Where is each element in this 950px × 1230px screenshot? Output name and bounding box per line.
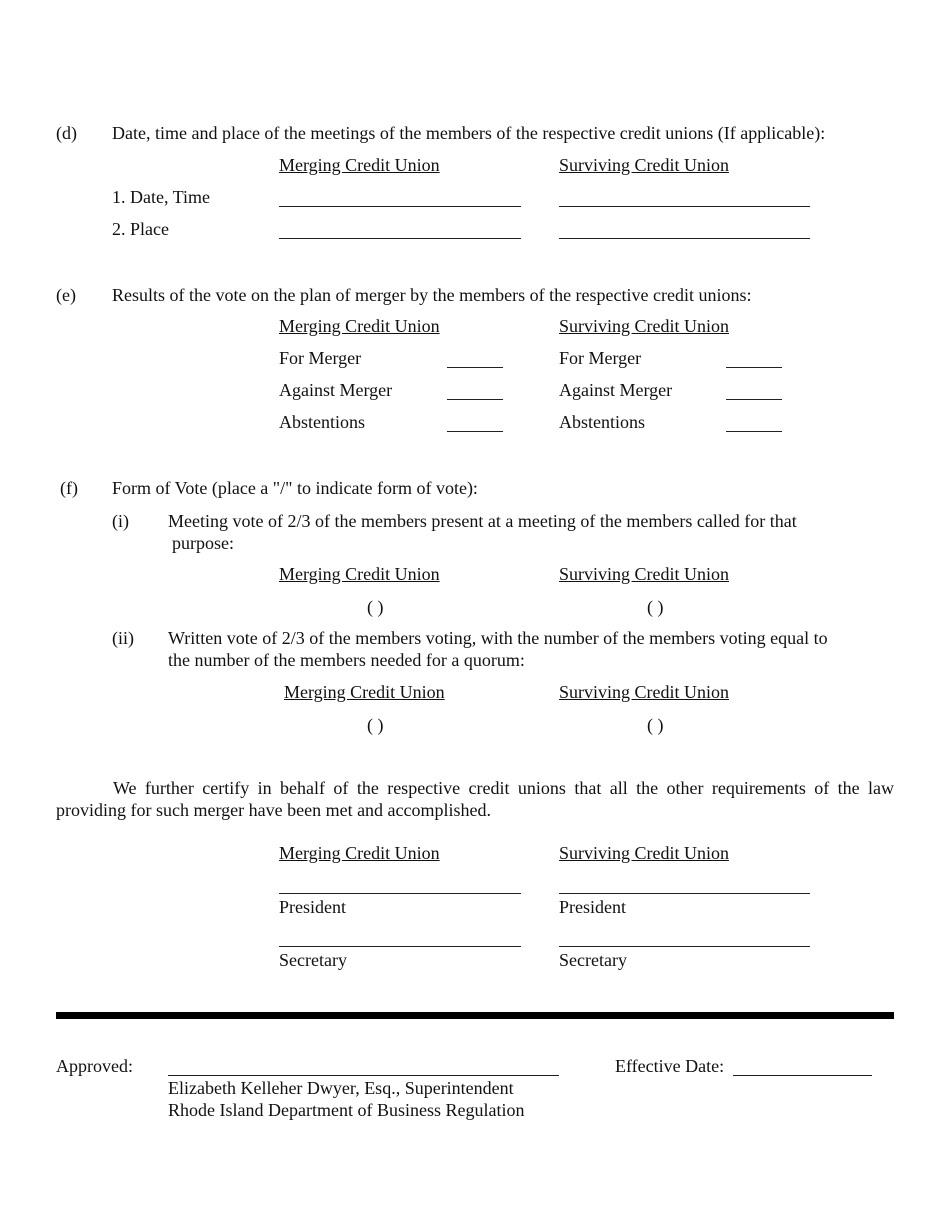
f-ii-text-line2: the number of the members needed for a quorum: [168, 650, 525, 670]
d-merging-header: Merging Credit Union [279, 155, 440, 175]
surviving-secretary-signature-line[interactable] [559, 946, 810, 947]
e-merging-for-label: For Merger [279, 348, 362, 368]
f-ii-marker: (ii) [112, 628, 134, 648]
effective-date-field[interactable] [733, 1075, 872, 1076]
section-divider [56, 1012, 894, 1019]
e-merging-against-label: Against Merger [279, 380, 393, 400]
e-merging-abstentions-label: Abstentions [279, 412, 366, 432]
e-merging-for-field[interactable] [447, 367, 503, 368]
merging-president-label: President [279, 897, 346, 917]
section-e-marker: (e) [56, 285, 76, 305]
signer-name: Elizabeth Kelleher Dwyer, Esq., Superintendent [168, 1078, 514, 1098]
e-merging-against-field[interactable] [447, 399, 503, 400]
surviving-president-label: President [559, 897, 626, 917]
e-merging-abstentions-field[interactable] [447, 431, 503, 432]
f-ii-merging-header: Merging Credit Union [284, 682, 445, 702]
surviving-president-signature-line[interactable] [559, 893, 810, 894]
e-surviving-abstentions-field[interactable] [726, 431, 782, 432]
section-e-text: Results of the vote on the plan of merger by the members of the respective credit unions: [112, 285, 752, 305]
effective-date-label: Effective Date: [615, 1056, 725, 1076]
merging-president-signature-line[interactable] [279, 893, 521, 894]
e-surviving-header: Surviving Credit Union [559, 316, 729, 336]
d-merging-place-field[interactable] [279, 238, 521, 239]
f-i-merging-header: Merging Credit Union [279, 564, 440, 584]
certification-text: We further certify in behalf of the respective credit unions that all the other requirements of the law providing for such merger have been met and accomplished. [56, 778, 894, 820]
section-f-marker: (f) [60, 478, 78, 498]
f-i-text-line2: purpose: [172, 533, 234, 553]
section-f-text: Form of Vote (place a "/" to indicate form of vote): [112, 478, 478, 498]
surviving-secretary-label: Secretary [559, 950, 627, 970]
e-surviving-for-field[interactable] [726, 367, 782, 368]
d-row-date-label: 1. Date, Time [112, 187, 211, 207]
department-name: Rhode Island Department of Business Regulation [168, 1100, 525, 1120]
f-ii-surviving-checkbox[interactable]: ( ) [647, 715, 664, 735]
cert-surviving-header: Surviving Credit Union [559, 843, 729, 863]
approved-label: Approved: [56, 1056, 133, 1076]
f-i-merging-checkbox[interactable]: ( ) [367, 597, 384, 617]
f-ii-text-line1: Written vote of 2/3 of the members voting, with the number of the members voting equal to [168, 628, 828, 648]
f-ii-surviving-header: Surviving Credit Union [559, 682, 729, 702]
e-merging-header: Merging Credit Union [279, 316, 440, 336]
f-i-surviving-header: Surviving Credit Union [559, 564, 729, 584]
merging-secretary-label: Secretary [279, 950, 347, 970]
section-d-marker: (d) [56, 123, 77, 143]
d-surviving-place-field[interactable] [559, 238, 810, 239]
e-surviving-against-label: Against Merger [559, 380, 673, 400]
f-ii-merging-checkbox[interactable]: ( ) [367, 715, 384, 735]
cert-merging-header: Merging Credit Union [279, 843, 440, 863]
section-d-text: Date, time and place of the meetings of the members of the respective credit unions (If applicable): [112, 123, 826, 143]
e-surviving-against-field[interactable] [726, 399, 782, 400]
merging-secretary-signature-line[interactable] [279, 946, 521, 947]
d-surviving-date-field[interactable] [559, 206, 810, 207]
d-row-place-label: 2. Place [112, 219, 169, 239]
d-surviving-header: Surviving Credit Union [559, 155, 729, 175]
f-i-surviving-checkbox[interactable]: ( ) [647, 597, 664, 617]
e-surviving-abstentions-label: Abstentions [559, 412, 646, 432]
e-surviving-for-label: For Merger [559, 348, 642, 368]
f-i-text-line1: Meeting vote of 2/3 of the members present at a meeting of the members called for that [168, 511, 797, 531]
f-i-marker: (i) [112, 511, 129, 531]
d-merging-date-field[interactable] [279, 206, 521, 207]
approval-signature-line[interactable] [168, 1075, 559, 1076]
